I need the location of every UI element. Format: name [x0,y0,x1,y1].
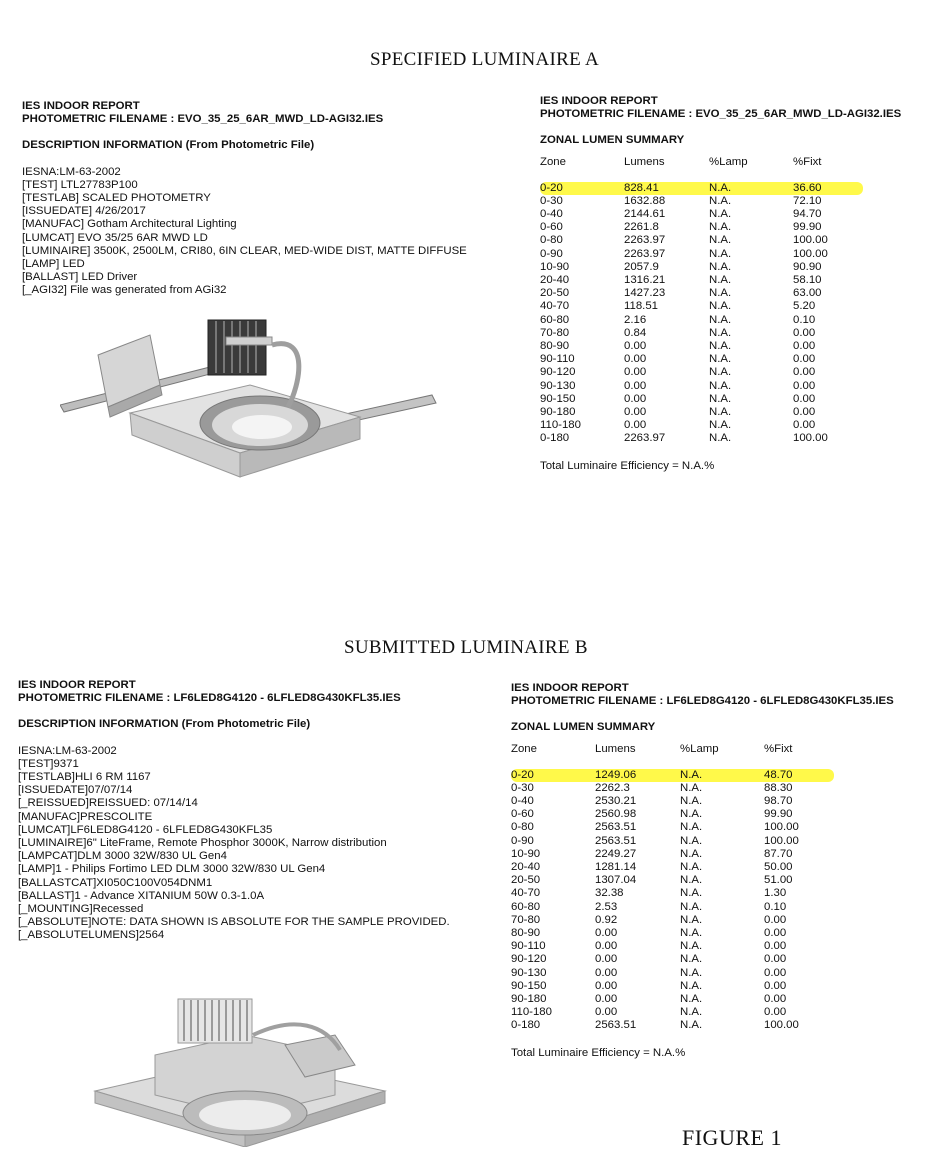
table-row [540,300,863,313]
description-line: [_ABSOLUTELUMENS]2564 [18,929,165,942]
table-row [511,808,834,821]
table-cell: 90-130 [511,966,547,979]
photometric-filename: PHOTOMETRIC FILENAME : LF6LED8G4120 - 6LFLED8G430KFL35.IES [18,692,401,705]
table-cell: 10-90 [540,260,570,273]
table-row [511,940,834,953]
table-cell: N.A. [709,313,732,326]
description-line: [ISSUEDATE]07/07/14 [18,784,133,797]
table-row [540,208,863,221]
table-cell: N.A. [709,379,732,392]
table-cell: 0.00 [624,353,647,366]
table-row [540,287,863,300]
table-cell: N.A. [709,287,732,300]
table-cell: 0-40 [540,208,563,221]
table-cell: 0-180 [540,432,570,445]
table-cell: N.A. [680,861,703,874]
description-line: [LUMCAT] EVO 35/25 6AR MWD LD [22,231,208,244]
table-cell: 90-110 [511,940,546,953]
table-row [540,432,863,445]
table-cell: 2263.97 [624,432,666,445]
table-cell: 100.00 [764,1019,799,1032]
section-b-title: SUBMITTED LUMINAIRE B [344,637,588,658]
table-cell: 2563.51 [595,821,637,834]
description-heading: DESCRIPTION INFORMATION (From Photometric File) [22,139,315,152]
table-cell: 0.10 [793,313,816,326]
table-cell: 100.00 [764,834,799,847]
table-cell: 0-80 [540,234,563,247]
table-row [511,795,834,808]
table-cell: N.A. [680,781,703,794]
table-cell: 90-130 [540,379,576,392]
description-line: [BALLAST]1 - Advance XITANIUM 50W 0.3-1.0A [18,889,265,902]
table-cell: 50.00 [764,861,793,874]
table-cell: 20-40 [540,274,570,287]
table-cell: 118.51 [624,300,658,313]
photometric-filename: PHOTOMETRIC FILENAME : LF6LED8G4120 - 6LFLED8G430KFL35.IES [511,695,894,708]
table-cell: 2563.51 [595,1019,637,1032]
description-line: [LUMINAIRE]6" LiteFrame, Remote Phosphor 3000K, Narrow distribution [18,837,387,850]
table-cell: 60-80 [540,313,570,326]
description-line: [BALLASTCAT]XI050C100V054DNM1 [18,876,213,889]
table-cell: 110-180 [540,419,581,432]
zonal-summary-heading: ZONAL LUMEN SUMMARY [511,721,656,734]
table-cell: 100.00 [793,234,828,247]
table-cell: 70-80 [511,913,541,926]
table-cell: 0-80 [511,821,534,834]
table-cell: 2262.3 [595,781,630,794]
table-cell: 2261.8 [624,221,659,234]
description-list [18,745,450,943]
description-line: [LUMCAT]LF6LED8G4120 - 6LFLED8G430KFL35 [18,823,273,836]
table-row [540,419,863,432]
table-cell: 2144.61 [624,208,666,221]
table-cell: 0-40 [511,795,534,808]
table-cell: 0.00 [624,419,647,432]
table-cell: 90-120 [540,366,576,379]
zonal-summary-heading: ZONAL LUMEN SUMMARY [540,134,685,147]
table-cell: N.A. [680,953,703,966]
table-row [540,393,863,406]
table-cell: 20-40 [511,861,541,874]
table-cell: 58.10 [793,274,822,287]
table-cell: 99.90 [764,808,793,821]
table-row [511,953,834,966]
description-line: [_MOUNTING]Recessed [18,903,144,916]
description-heading: DESCRIPTION INFORMATION (From Photometric File) [18,718,311,731]
table-cell: 0-30 [540,194,563,207]
table-row [540,314,863,327]
table-cell: N.A. [680,993,703,1006]
table-cell: N.A. [709,208,732,221]
table-cell: 1316.21 [624,274,666,287]
table-cell: N.A. [680,900,703,913]
table-cell: 2249.27 [595,847,637,860]
table-row [511,1019,834,1032]
table-cell: 0.00 [764,913,787,926]
table-cell: 0-90 [511,834,534,847]
table-cell: 63.00 [793,287,822,300]
table-cell: 0.00 [764,979,787,992]
table-cell: 80-90 [511,927,541,940]
table-cell: 0.84 [624,326,647,339]
efficiency-text: Total Luminaire Efficiency = N.A.% [511,1046,686,1059]
table-cell: 20-50 [511,874,541,887]
table-cell: 110-180 [511,1006,552,1019]
table-cell: 90-110 [540,353,575,366]
table-cell: 0.00 [764,927,787,940]
table-row [511,835,834,848]
table-cell: 0.00 [793,392,816,405]
table-row [511,874,834,887]
table-row [540,340,863,353]
table-cell: 0.00 [595,979,618,992]
column-header: %Lamp [709,155,748,168]
description-line: [LAMP] LED [22,258,85,271]
description-line: [MANUFAC] Gotham Architectural Lighting [22,218,237,231]
table-cell: N.A. [680,847,703,860]
description-line: [TESTLAB]HLI 6 RM 1167 [18,771,151,784]
table-row [511,861,834,874]
table-row [540,380,863,393]
table-spacer [511,759,834,769]
table-row [511,782,834,795]
table-cell: 0.00 [793,366,816,379]
table-cell: 0-180 [511,1019,541,1032]
table-header-row [511,743,834,759]
table-cell: 0.00 [793,340,816,353]
table-cell: 0.00 [764,966,787,979]
table-cell: 98.70 [764,795,793,808]
table-cell: N.A. [680,1019,703,1032]
highlighted-table-row [511,769,834,782]
table-cell: 2.16 [624,313,647,326]
table-cell: N.A. [680,887,703,900]
table-row [540,234,863,247]
table-cell: 87.70 [764,847,793,860]
description-line: [LUMINAIRE] 3500K, 2500LM, CRI80, 6IN CLEAR, MED-WIDE DIST, MATTE DIFFUSE [22,244,467,257]
table-spacer [540,172,863,182]
table-row [540,248,863,261]
table-cell: N.A. [709,260,732,273]
table-row [511,887,834,900]
column-header: %Lamp [680,742,719,755]
table-cell: 0.00 [595,993,618,1006]
table-cell: 1.30 [764,887,787,900]
table-cell: N.A. [709,194,732,207]
table-cell: N.A. [680,834,703,847]
table-cell: 90-150 [540,392,576,405]
table-cell: 0.92 [595,913,618,926]
description-line: [_REISSUED]REISSUED: 07/14/14 [18,797,198,810]
zonal-lumen-table [540,156,863,446]
description-line: [_ABSOLUTE]NOTE: DATA SHOWN IS ABSOLUTE FOR THE SAMPLE PROVIDED. [18,916,450,929]
table-cell: N.A. [680,874,703,887]
description-line: [ISSUEDATE] 4/26/2017 [22,205,146,218]
table-cell: 2263.97 [624,234,666,247]
table-cell: N.A. [709,182,793,195]
table-row [511,848,834,861]
description-line: [_AGI32] File was generated from AGi32 [22,284,227,297]
table-cell: 0.00 [764,940,787,953]
column-header: %Fixt [793,155,822,168]
table-row [511,1006,834,1019]
table-cell: N.A. [709,221,732,234]
table-cell: 10-90 [511,847,541,860]
section-a-zonal-summary [540,95,901,473]
table-cell: N.A. [709,300,732,313]
table-cell: 90-150 [511,979,547,992]
table-cell: 1249.06 [595,769,680,782]
table-row [540,221,863,234]
table-cell: 90.90 [793,260,822,273]
table-row [511,980,834,993]
highlighted-table-row [540,182,863,195]
table-cell: N.A. [680,808,703,821]
report-title: IES INDOOR REPORT [540,95,658,107]
description-line: [LAMP]1 - Philips Fortimo LED DLM 3000 32W/830 UL Gen4 [18,863,326,876]
efficiency-text: Total Luminaire Efficiency = N.A.% [540,459,715,472]
section-a-description [22,100,467,298]
table-cell: N.A. [709,353,732,366]
luminaire-b-image [85,995,425,1147]
table-cell: 40-70 [511,887,541,900]
table-row [511,967,834,980]
column-header: Lumens [595,742,636,755]
description-line: [LAMPCAT]DLM 3000 32W/830 UL Gen4 [18,850,227,863]
table-cell: 88.30 [764,781,793,794]
table-cell: 90-120 [511,953,547,966]
table-row [540,261,863,274]
table-cell: 5.20 [793,300,816,313]
description-line: IESNA:LM-63-2002 [18,744,117,757]
table-cell: N.A. [709,432,732,445]
table-cell: N.A. [709,392,732,405]
table-cell: N.A. [709,406,732,419]
table-cell: 100.00 [764,821,799,834]
table-cell: N.A. [680,821,703,834]
table-cell: 2057.9 [624,260,659,273]
table-row [511,914,834,927]
table-cell: 2563.51 [595,834,637,847]
column-header: Zone [540,155,566,168]
description-list [22,166,467,298]
description-line: [TESTLAB] SCALED PHOTOMETRY [22,192,211,205]
table-cell: 40-70 [540,300,570,313]
table-cell: 0.00 [595,966,618,979]
table-cell: N.A. [680,979,703,992]
table-cell: 0-60 [511,808,534,821]
table-cell: 0.00 [793,419,816,432]
table-cell: 0-60 [540,221,563,234]
table-cell: 72.10 [793,194,822,207]
table-cell: 0.00 [595,1006,618,1019]
table-cell: 2263.97 [624,247,666,260]
table-row [511,993,834,1006]
table-cell: 0.00 [624,366,647,379]
table-cell: 94.70 [793,208,822,221]
report-title: IES INDOOR REPORT [22,100,140,112]
table-row [511,927,834,940]
luminaire-a-image [60,315,440,485]
table-cell: 2560.98 [595,808,637,821]
description-line: [BALLAST] LED Driver [22,271,138,284]
description-line: IESNA:LM-63-2002 [22,165,121,178]
report-title: IES INDOOR REPORT [18,679,136,691]
table-cell: 1632.88 [624,194,666,207]
column-header: Lumens [624,155,665,168]
table-cell: 0-20 [540,182,624,195]
table-cell: 0.00 [595,940,618,953]
table-cell: N.A. [680,940,703,953]
table-cell: N.A. [680,913,703,926]
column-header: %Fixt [764,742,793,755]
table-cell: 90-180 [540,406,576,419]
zonal-lumen-table [511,743,834,1033]
table-row [540,406,863,419]
table-cell: 0.00 [624,392,647,405]
table-cell: N.A. [680,795,703,808]
table-cell: 0.00 [595,927,618,940]
photometric-filename: PHOTOMETRIC FILENAME : EVO_35_25_6AR_MWD_LD-AGI32.IES [22,113,384,126]
table-cell: 0.00 [764,953,787,966]
table-cell: N.A. [680,966,703,979]
table-cell: 0.00 [624,340,647,353]
table-row [511,821,834,834]
section-b-zonal-summary [511,682,894,1060]
table-cell: N.A. [680,769,764,782]
table-cell: 0.00 [793,326,816,339]
table-cell: 20-50 [540,287,570,300]
table-row [540,366,863,379]
table-cell: 100.00 [793,432,828,445]
section-a-title: SPECIFIED LUMINAIRE A [370,49,600,70]
figure-label: FIGURE 1 [682,1125,782,1150]
table-cell: 1427.23 [624,287,666,300]
table-cell: 70-80 [540,326,570,339]
table-row [540,327,863,340]
table-cell: 99.90 [793,221,822,234]
table-cell: 0.00 [764,1006,787,1019]
table-row [540,195,863,208]
table-cell: N.A. [709,326,732,339]
table-cell: 48.70 [764,769,834,782]
table-cell: 80-90 [540,340,570,353]
table-cell: 90-180 [511,993,547,1006]
table-cell: 0.00 [793,379,816,392]
photometric-filename: PHOTOMETRIC FILENAME : EVO_35_25_6AR_MWD_LD-AGI32.IES [540,108,902,121]
description-line: [MANUFAC]PRESCOLITE [18,810,153,823]
table-cell: 2530.21 [595,795,637,808]
table-cell: 0-90 [540,247,563,260]
table-cell: 0.00 [595,953,618,966]
table-cell: 100.00 [793,247,828,260]
table-cell: 32.38 [595,887,624,900]
table-cell: N.A. [709,419,732,432]
table-cell: N.A. [680,1006,703,1019]
table-cell: N.A. [709,247,732,260]
description-line: [TEST] LTL27783P100 [22,178,138,191]
table-cell: N.A. [709,274,732,287]
section-b-description [18,679,450,943]
table-cell: N.A. [709,340,732,353]
table-cell: 0.00 [764,993,787,1006]
table-cell: 0-30 [511,781,534,794]
table-cell: 0.00 [624,406,647,419]
table-cell: 1281.14 [595,861,637,874]
table-cell: N.A. [709,234,732,247]
table-cell: 0.00 [793,406,816,419]
table-cell: N.A. [709,366,732,379]
table-row [540,274,863,287]
column-header: Zone [511,742,537,755]
description-line: [TEST]9371 [18,757,79,770]
table-cell: 36.60 [793,182,863,195]
table-cell: 1307.04 [595,874,637,887]
table-cell: 51.00 [764,874,793,887]
table-cell: 60-80 [511,900,541,913]
table-cell: N.A. [680,927,703,940]
table-cell: 828.41 [624,182,709,195]
report-title: IES INDOOR REPORT [511,682,629,694]
table-row [540,353,863,366]
table-row [511,901,834,914]
table-cell: 0.00 [793,353,816,366]
table-cell: 0.10 [764,900,787,913]
table-cell: 0-20 [511,769,595,782]
table-header-row [540,156,863,172]
table-cell: 0.00 [624,379,647,392]
table-cell: 2.53 [595,900,618,913]
